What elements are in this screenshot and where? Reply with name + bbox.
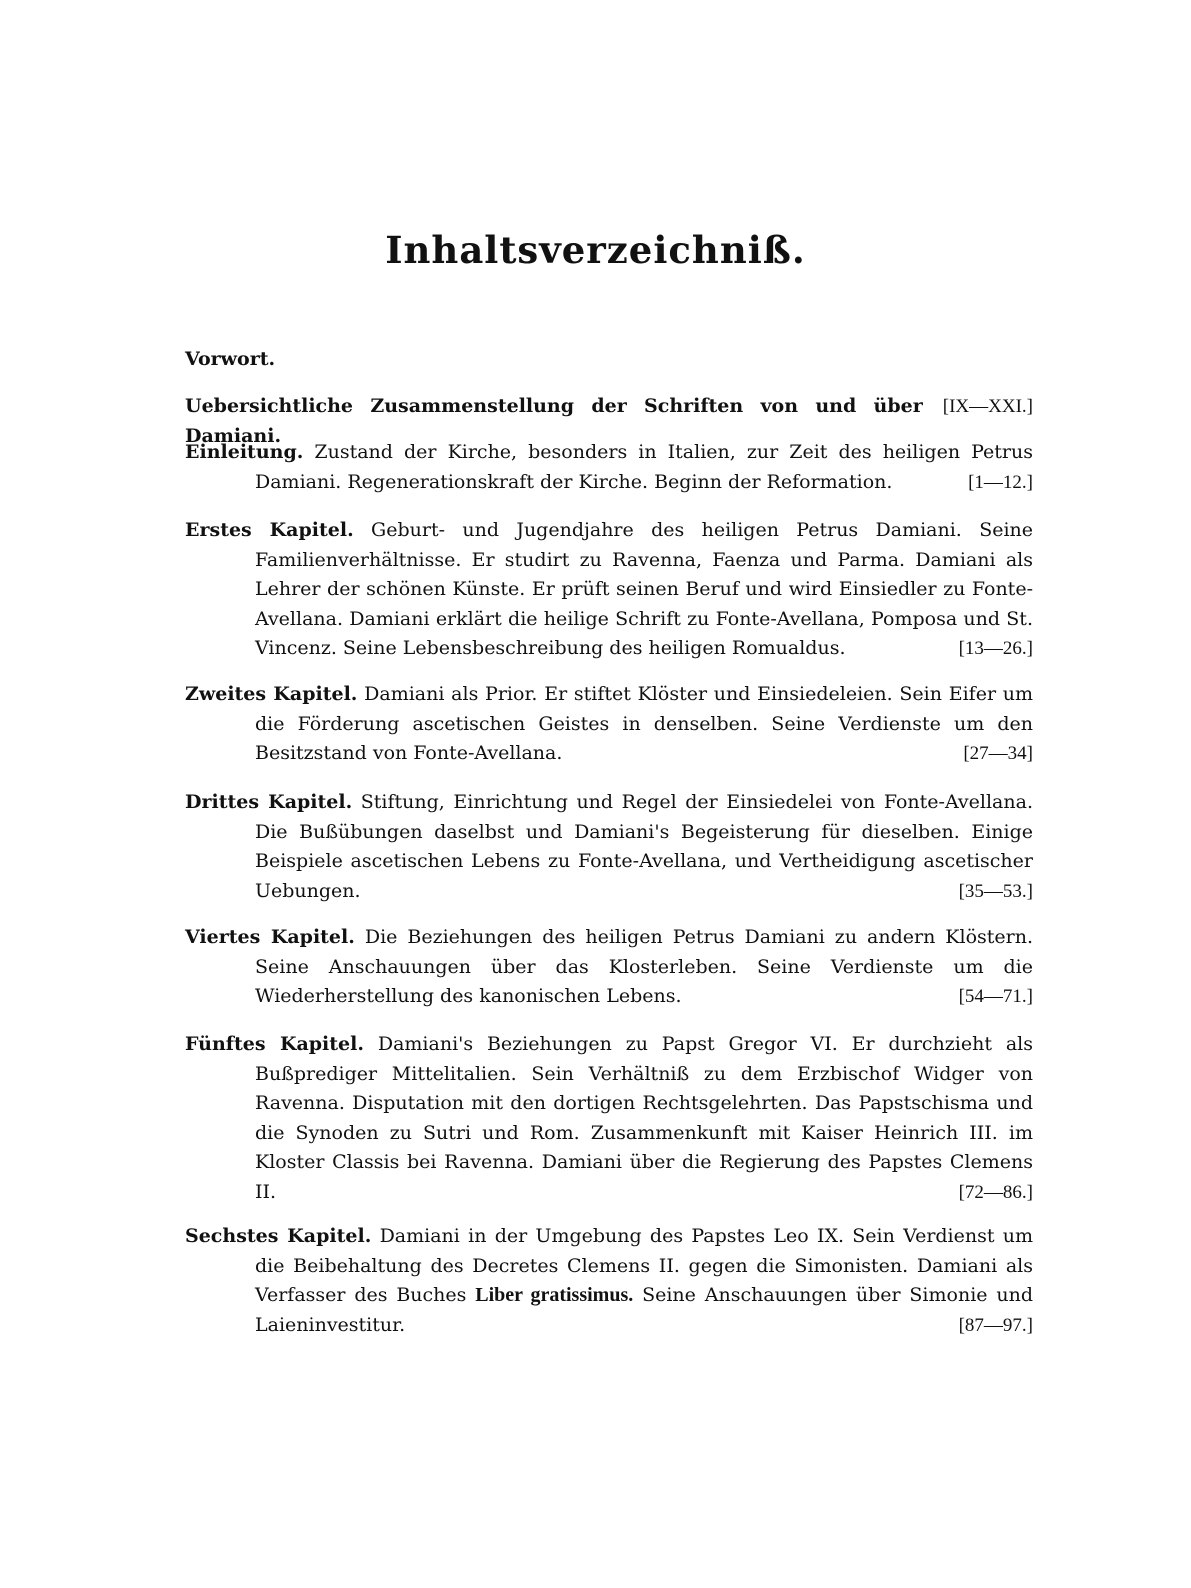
toc-entry-uebersicht-pages: [IX—XXI.] xyxy=(942,396,1033,417)
toc-entry-kapitel-3-heading: Drittes Kapitel. xyxy=(185,791,353,813)
toc-entry-uebersicht-text: Uebersichtliche Zusammenstellung der Schriften von und über Damiani. xyxy=(185,395,923,447)
toc-entry-kapitel-3-text: Stiftung, Einrichtung und Regel der Einsiedelei von Fonte-Avellana. Die Bußübungen daselbst und Damiani's Begeisterung für dieselben. Einige Beispiele ascetischen Lebens zu Fonte-Avellana, und Vertheidigung ascetischer Uebungen. xyxy=(255,791,1033,902)
toc-entry-kapitel-5-heading: Fünftes Kapitel. xyxy=(185,1033,364,1055)
toc-entry-kapitel-4-text: Die Beziehungen des heiligen Petrus Damiani zu andern Klöstern. Seine Anschauungen über das Klosterleben. Seine Verdienste um die Wiederherstellung des kanonischen Lebens. xyxy=(255,926,1033,1007)
toc-entry-einleitung xyxy=(185,438,1033,497)
toc-entry-kapitel-6-heading: Sechstes Kapitel. xyxy=(185,1225,372,1247)
toc-entry-kapitel-5-text: Damiani's Beziehungen zu Papst Gregor VI. Er durchzieht als Bußprediger Mittelitalien. Sein Verhältniß zu dem Erzbischof Widger von Ravenna. Disputation mit den dortigen Rechtsgelehrten. Das Papstschisma und die Synoden zu Sutri und Rom. Zusammenkunft mit Kaiser Heinrich III. im Kloster Classis bei Ravenna. Damiani über die Regierung des Papstes Clemens II. xyxy=(255,1033,1033,1203)
toc-entry-kapitel-3-pages: [35—53.] xyxy=(958,880,1033,902)
toc-entry-kapitel-3 xyxy=(185,788,1033,906)
toc-entry-kapitel-6-text-a: Damiani in der Umgebung des Papstes Leo IX. Sein Verdienst um die Beibehaltung des Decretes Clemens II. gegen die Simonisten. Damiani als Verfasser des Buches xyxy=(255,1225,1034,1306)
toc-entry-kapitel-2-text: Damiani als Prior. Er stiftet Klöster und Einsiedeleien. Sein Eifer um die Förderung ascetischen Geistes in denselben. Seine Verdienste um den Besitzstand von Fonte-Avellana. xyxy=(255,683,1033,764)
toc-entry-einleitung-pages: [1—12.] xyxy=(968,471,1033,493)
toc-entry-kapitel-1-heading: Erstes Kapitel. xyxy=(185,519,354,541)
toc-entry-einleitung-heading: Einleitung. xyxy=(185,441,304,463)
toc-entry-kapitel-1-text: Geburt- und Jugendjahre des heiligen Petrus Damiani. Seine Familienverhältnisse. Er studirt zu Ravenna, Faenza und Parma. Damiani als Lehrer der schönen Künste. Er prüft seinen Beruf und wird Einsiedler zu Fonte-Avellana. Damiani erklärt die heilige Schrift zu Fonte-Avellana, Pomposa und St. Vincenz. Seine Lebensbeschreibung des heiligen Romualdus. xyxy=(255,519,1034,659)
toc-entry-vorwort xyxy=(185,345,1033,375)
toc-entry-kapitel-6-pages: [87—97.] xyxy=(958,1314,1033,1336)
toc-entry-kapitel-2 xyxy=(185,680,1033,769)
toc-entry-kapitel-1 xyxy=(185,516,1033,664)
toc-entry-kapitel-6-text-b: Seine Anschauungen über Simonie und Laieninvestitur. xyxy=(255,1284,1033,1336)
toc-entry-kapitel-6 xyxy=(185,1222,1033,1340)
toc-entry-kapitel-4-heading: Viertes Kapitel. xyxy=(185,926,355,948)
toc-entry-kapitel-1-pages: [13—26.] xyxy=(958,638,1033,659)
page-title: Inhaltsverzeichniß. xyxy=(385,228,806,272)
toc-entry-kapitel-5-pages: [72—86.] xyxy=(958,1181,1033,1203)
toc-entry-einleitung-text: Zustand der Kirche, besonders in Italien, zur Zeit des heiligen Petrus Damiani. Regenerationskraft der Kirche. Beginn der Reformation. xyxy=(255,441,1033,493)
toc-entry-kapitel-2-heading: Zweites Kapitel. xyxy=(185,683,358,705)
toc-entry-kapitel-4-pages: [54—71.] xyxy=(958,986,1033,1007)
toc-entry-kapitel-2-pages: [27—34] xyxy=(963,743,1033,764)
toc-entry-kapitel-5 xyxy=(185,1030,1033,1207)
toc-entry-kapitel-4 xyxy=(185,923,1033,1012)
toc-entry-kapitel-6-latin-title: Liber gratissimus. xyxy=(475,1284,634,1306)
toc-entry-vorwort-heading: Vorwort. xyxy=(185,348,276,370)
